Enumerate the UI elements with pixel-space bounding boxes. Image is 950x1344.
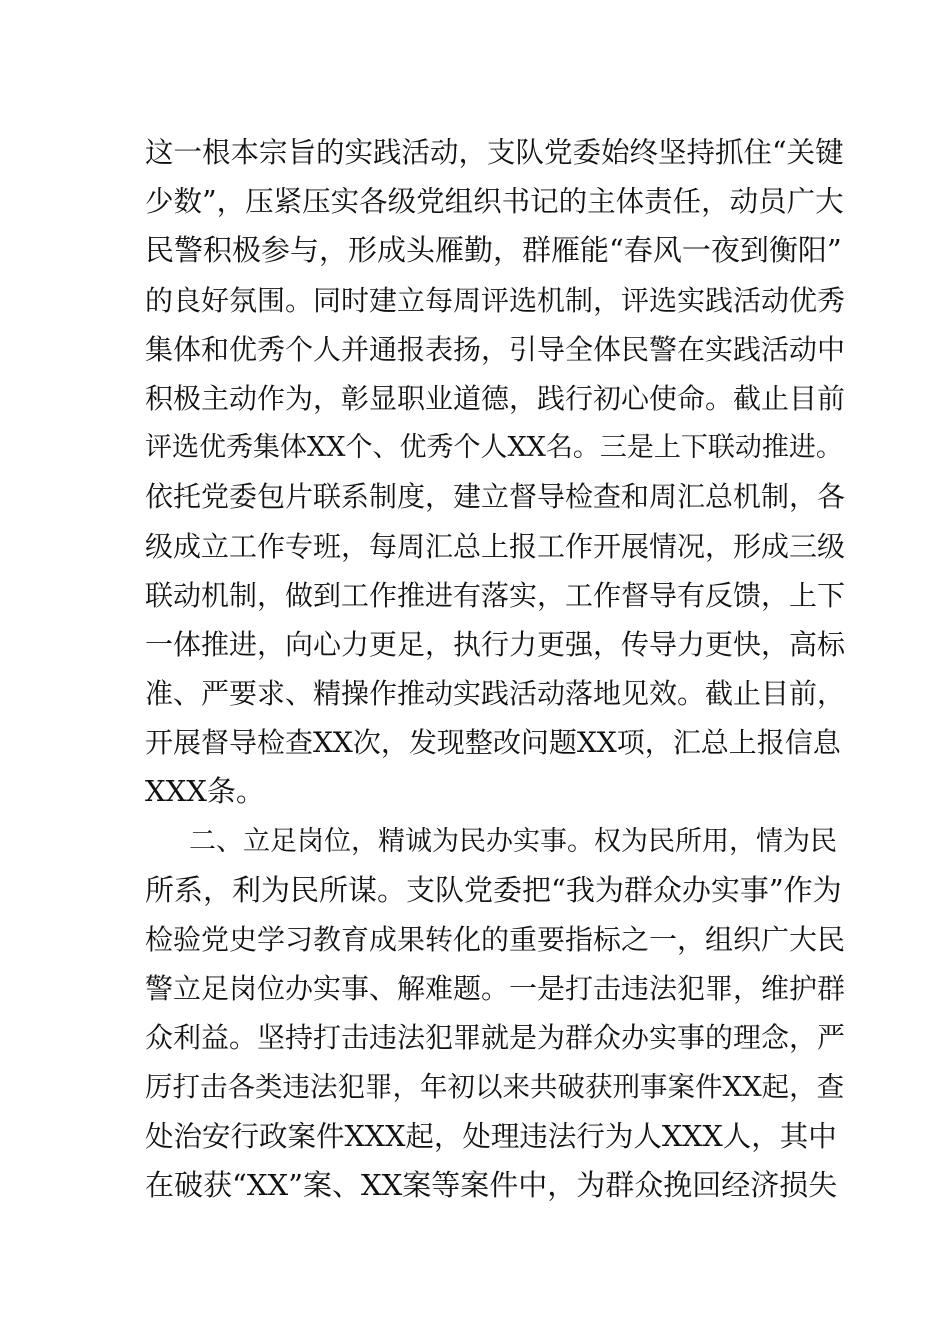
text-line: 少数”，压紧压实各级党组织书记的主体责任，动员广大 — [145, 185, 844, 219]
text-line: XXX条。 — [145, 774, 265, 809]
text-line: 一体推进，向心力更足，执行力更强，传导力更快，高标 — [145, 627, 846, 661]
section-heading-line: 二、立足岗位，精诚为民办实事。权为民所用，情为民 — [189, 825, 837, 857]
text-line: 处治安行政案件XXX起，处理违法行为人XXX人，其中 — [145, 1119, 837, 1153]
text-line: 检验党史学习教育成果转化的重要指标之一，组织广大民 — [145, 923, 846, 956]
text-line: 开展督导检查XX次，发现整改问题XX项，汇总上报信息 — [145, 726, 841, 760]
text-line: 准、严要求、精操作推动实践活动落地见效。截止目前， — [145, 677, 846, 711]
text-line: 众利益。坚持打击违法犯罪就是为群众办实事的理念，严 — [145, 1021, 846, 1055]
text-line: 警立足岗位办实事、解难题。一是打击违法犯罪，维护群 — [145, 972, 846, 1006]
text-line: 积极主动作为，彰显职业道德，践行初心使命。截止目前 — [145, 381, 846, 415]
text-line: 所系，利为民所谋。支队党委把“我为群众办实事”作为 — [145, 872, 842, 907]
text-line: 这一根本宗旨的实践活动，支队党委始终坚持抓住“关键 — [145, 136, 844, 169]
text-line: 联动机制，做到工作推进有落实，工作督导有反馈，上下 — [145, 578, 846, 612]
text-line: 在破获“XX”案、XX案等案件中，为群众挽回经济损失 — [145, 1167, 838, 1202]
text-line: 集体和优秀个人并通报表扬，引导全体民警在实践活动中 — [145, 332, 846, 366]
text-line: 依托党委包片联系制度，建立督导检查和周汇总机制，各 — [145, 480, 846, 514]
text-line: 的良好氛围。同时建立每周评选机制，评选实践活动优秀 — [145, 283, 846, 317]
text-line: 级成立工作专班，每周汇总上报工作开展情况，形成三级 — [145, 529, 846, 563]
document-body — [145, 128, 845, 1210]
text-line: 评选优秀集体XX个、优秀个人XX名。三是上下联动推进。 — [145, 432, 843, 464]
text-line: 民警积极参与，形成头雁勤，群雁能“春风一夜到衡阳” — [145, 233, 842, 268]
text-line: 厉打击各类违法犯罪，年初以来共破获刑事案件XX起，查 — [145, 1070, 845, 1103]
